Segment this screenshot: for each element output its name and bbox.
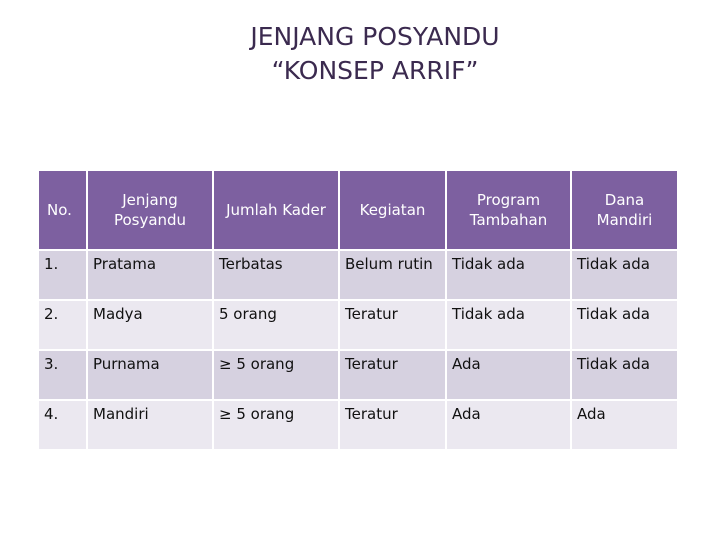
title-line-2: “KONSEP ARRIF” xyxy=(271,56,479,85)
cell-jenjang: Pratama xyxy=(88,251,212,299)
table-row xyxy=(39,301,677,349)
cell-dana-mandiri: Ada xyxy=(572,401,677,449)
cell-jenjang: Mandiri xyxy=(88,401,212,449)
cell-jenjang: Purnama xyxy=(88,351,212,399)
cell-no: 1. xyxy=(39,251,86,299)
header-no: No. xyxy=(39,171,86,249)
cell-jumlah-kader: ≥ 5 orang xyxy=(214,351,338,399)
table-row xyxy=(39,351,677,399)
cell-jumlah-kader: Terbatas xyxy=(214,251,338,299)
cell-no: 3. xyxy=(39,351,86,399)
cell-program-tambahan: Ada xyxy=(447,351,570,399)
header-jenjang-posyandu: Jenjang Posyandu xyxy=(88,171,212,249)
header-dana-mandiri: Dana Mandiri xyxy=(572,171,677,249)
table-row xyxy=(39,401,677,449)
table-row xyxy=(39,251,677,299)
cell-jumlah-kader: ≥ 5 orang xyxy=(214,401,338,449)
cell-program-tambahan: Ada xyxy=(447,401,570,449)
header-jumlah-kader: Jumlah Kader xyxy=(214,171,338,249)
cell-jumlah-kader: 5 orang xyxy=(214,301,338,349)
header-kegiatan: Kegiatan xyxy=(340,171,445,249)
cell-program-tambahan: Tidak ada xyxy=(447,301,570,349)
cell-dana-mandiri: Tidak ada xyxy=(572,301,677,349)
cell-no: 4. xyxy=(39,401,86,449)
cell-no: 2. xyxy=(39,301,86,349)
header-program-tambahan: Program Tambahan xyxy=(447,171,570,249)
cell-jenjang: Madya xyxy=(88,301,212,349)
title-line-1: JENJANG POSYANDU xyxy=(250,22,500,51)
cell-kegiatan: Teratur xyxy=(340,301,445,349)
cell-kegiatan: Teratur xyxy=(340,351,445,399)
cell-dana-mandiri: Tidak ada xyxy=(572,251,677,299)
slide-title xyxy=(0,20,720,88)
cell-kegiatan: Teratur xyxy=(340,401,445,449)
posyandu-levels-table xyxy=(37,169,679,451)
cell-program-tambahan: Tidak ada xyxy=(447,251,570,299)
cell-kegiatan: Belum rutin xyxy=(340,251,445,299)
cell-dana-mandiri: Tidak ada xyxy=(572,351,677,399)
table-header-row xyxy=(39,171,677,249)
